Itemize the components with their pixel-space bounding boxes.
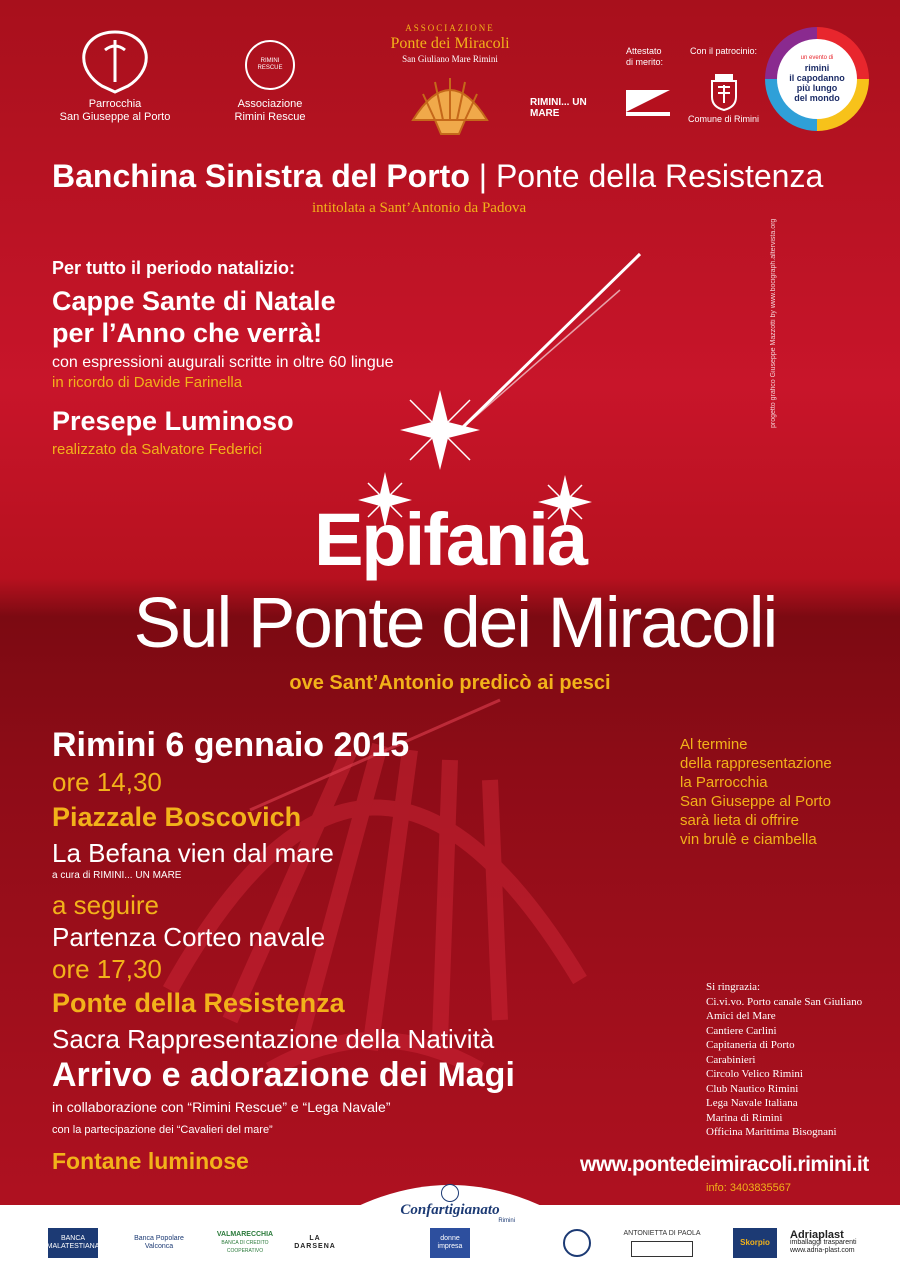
- time-1: ore 14,30: [52, 767, 162, 797]
- presepe-title: Presepe Luminoso: [52, 406, 294, 436]
- event-date: Rimini 6 gennaio 2015: [52, 726, 410, 764]
- parrocchia-logo: [40, 28, 190, 124]
- cappe-sante-title-line1: Cappe Sante di Natale: [52, 286, 336, 316]
- skorpio-text: Skorpio: [740, 1238, 770, 1247]
- antonietta-di-paola-box: [631, 1241, 693, 1257]
- donne-impresa-text: donne impresa: [437, 1235, 463, 1250]
- website-link[interactable]: www.pontedeimiracoli.rimini.it: [580, 1153, 869, 1176]
- rimini-rescue-logo: [210, 40, 330, 124]
- associazione-name: Ponte dei Miracoli: [390, 35, 510, 52]
- capodanno-line1: rimini: [804, 63, 830, 73]
- comune-rimini-coat-of-arms-icon: [709, 73, 739, 111]
- thanks-item: Amici del Mare: [706, 1010, 776, 1022]
- adriaplast-text: Adriaplast: [790, 1229, 844, 1241]
- associazione-small: ASSOCIAZIONE: [405, 23, 495, 33]
- banca-popolare-valconca-text: Banca Popolare Valconca: [134, 1235, 184, 1250]
- thanks-item: Circolo Velico Rimini: [706, 1068, 803, 1080]
- associazione-logo: [365, 22, 535, 144]
- adriaplast-sub1: imballaggi trasparenti: [790, 1239, 857, 1246]
- parrocchia-line1: Parrocchia: [88, 98, 142, 110]
- capodanno-logo: [765, 27, 869, 131]
- capodanno-small: un evento di: [800, 55, 834, 61]
- place-1: Piazzale Boscovich: [52, 802, 302, 832]
- valmarecchia-logo: [210, 1228, 280, 1258]
- side-note-line: sarà lieta di offrire: [680, 812, 799, 829]
- attestato-block: [626, 46, 670, 116]
- thanks-list: [706, 980, 862, 1140]
- thanks-item: Capitaneria di Porto: [706, 1039, 795, 1051]
- valmarecchia-sub: BANCA DI CREDITO COOPERATIVO: [221, 1240, 269, 1254]
- confartigianato-logo: [385, 1184, 515, 1224]
- event-rappresentazione: Sacra Rappresentazione della Natività: [52, 1024, 495, 1054]
- presepe-author: realizzato da Salvatore Federici: [52, 441, 263, 458]
- lega-navale-emblem-icon: [563, 1229, 591, 1257]
- location-main: Banchina Sinistra del Porto: [52, 158, 470, 194]
- attestato-line2: di merito:: [626, 57, 664, 67]
- event-magi: Arrivo e adorazione dei Magi: [52, 1056, 515, 1094]
- thanks-item: Lega Navale Italiana: [706, 1097, 798, 1109]
- rimini-un-mare-text: RIMINI... UN MARE: [530, 97, 587, 119]
- valmarecchia-text: VALMARECCHIA: [216, 1231, 274, 1238]
- banca-malatestiana-logo: [48, 1228, 98, 1258]
- thanks-title: Si ringrazia:: [706, 981, 761, 993]
- la-darsena-logo: [290, 1228, 340, 1258]
- side-note-line: Al termine: [680, 736, 748, 753]
- thanks-item: Officina Marittima Bisognani: [706, 1126, 837, 1138]
- title-epifania: Epifania: [314, 498, 586, 581]
- attestato-line1: Attestato: [626, 46, 662, 56]
- cappe-sante-description: con espressioni augurali scritte in oltre 60 lingue: [52, 354, 394, 371]
- rimini-rescue-line1: Associazione: [237, 98, 303, 110]
- event-befana-by: a cura di RIMINI... UN MARE: [52, 870, 182, 881]
- cappe-sante-memory: in ricordo di Davide Farinella: [52, 374, 243, 391]
- capodanno-line4: del mondo: [794, 93, 840, 103]
- skorpio-logo: [733, 1228, 777, 1258]
- thanks-item: Ci.vi.vo. Porto canale San Giuliano: [706, 995, 863, 1008]
- donne-impresa-logo: [430, 1228, 470, 1258]
- regione-emilia-romagna-logo: [626, 90, 670, 116]
- collab-text: in collaborazione con “Rimini Rescue” e “Lega Navale”: [52, 1099, 391, 1115]
- follow-label: a seguire: [52, 890, 159, 920]
- fontane-luminose: Fontane luminose: [52, 1148, 249, 1174]
- side-note-line: la Parrocchia: [680, 774, 768, 791]
- title-main: Sul Ponte dei Miracoli: [133, 584, 777, 663]
- adriaplast-logo: [790, 1228, 870, 1258]
- banca-popolare-valconca-logo: [124, 1228, 194, 1258]
- place-2: Ponte della Resistenza: [52, 988, 345, 1018]
- side-note-line: della rappresentazione: [680, 755, 832, 772]
- la-darsena-text: LA DARSENA: [294, 1235, 336, 1250]
- cappe-sante-title-line2: per l’Anno che verrà!: [52, 318, 323, 348]
- comune-label: Comune di Rimini: [688, 114, 760, 124]
- event-befana: La Befana vien dal mare: [52, 838, 334, 868]
- capodanno-line3: più lungo: [796, 83, 838, 93]
- rimini-rescue-emblem-text: RIMINI RESCUE: [257, 58, 283, 71]
- antonietta-di-paola-logo: [622, 1228, 702, 1258]
- thanks-item: Club Nautico Rimini: [706, 1082, 799, 1095]
- parrocchia-emblem-icon: [78, 28, 152, 94]
- location-heading: [52, 156, 872, 196]
- time-2: ore 17,30: [52, 954, 162, 984]
- location-separator: |: [478, 158, 488, 194]
- lega-navale-logo: [562, 1228, 592, 1258]
- partecipazione-text: con la partecipazione dei “Cavalieri del mare”: [52, 1124, 273, 1136]
- adriaplast-sub2: www.adria-plast.com: [790, 1247, 855, 1254]
- comet-stars-illustration: [340, 250, 650, 530]
- event-corteo: Partenza Corteo navale: [52, 922, 326, 952]
- parrocchia-line2: San Giuseppe al Porto: [59, 111, 171, 123]
- christmas-period: Per tutto il periodo natalizio:: [52, 258, 295, 278]
- side-note-line: vin brulè e ciambella: [680, 831, 817, 848]
- location-second: Ponte della Resistenza: [495, 158, 824, 194]
- location-subtitle: intitolata a Sant’Antonio da Padova: [312, 200, 527, 216]
- side-note: [680, 735, 832, 849]
- thanks-item: Carabinieri: [706, 1053, 756, 1066]
- rimini-un-mare-logo: [530, 97, 600, 119]
- rimini-rescue-emblem: [245, 40, 295, 90]
- patrocinio-block: [688, 46, 759, 125]
- confartigianato-name: Confartigianato: [400, 1202, 500, 1218]
- thanks-item: Cantiere Carlini: [706, 1024, 777, 1037]
- thanks-item: Marina di Rimini: [706, 1111, 783, 1124]
- graphic-credit: progetto grafico Giuseppe Mazzotti by www.bocigraph.altervista.org: [770, 218, 777, 428]
- info-phone: info: 3403835567: [706, 1182, 792, 1194]
- antonietta-di-paola-text: ANTONIETTA DI PAOLA: [623, 1229, 701, 1237]
- patrocinio-label: Con il patrocinio:: [689, 46, 758, 56]
- capodanno-line2: il capodanno: [789, 73, 845, 83]
- confartigianato-sub: Rimini: [498, 1218, 515, 1224]
- confartigianato-emblem-icon: [441, 1184, 459, 1202]
- side-note-line: San Giuseppe al Porto: [680, 793, 831, 810]
- title-subtitle: ove Sant’Antonio predicò ai pesci: [289, 672, 611, 694]
- associazione-place: San Giuliano Mare Rimini: [402, 54, 498, 64]
- rimini-rescue-line2: Rimini Rescue: [234, 111, 306, 123]
- scallop-shell-icon: [405, 68, 495, 140]
- banca-malatestiana-text: BANCA MALATESTIANA: [46, 1235, 100, 1250]
